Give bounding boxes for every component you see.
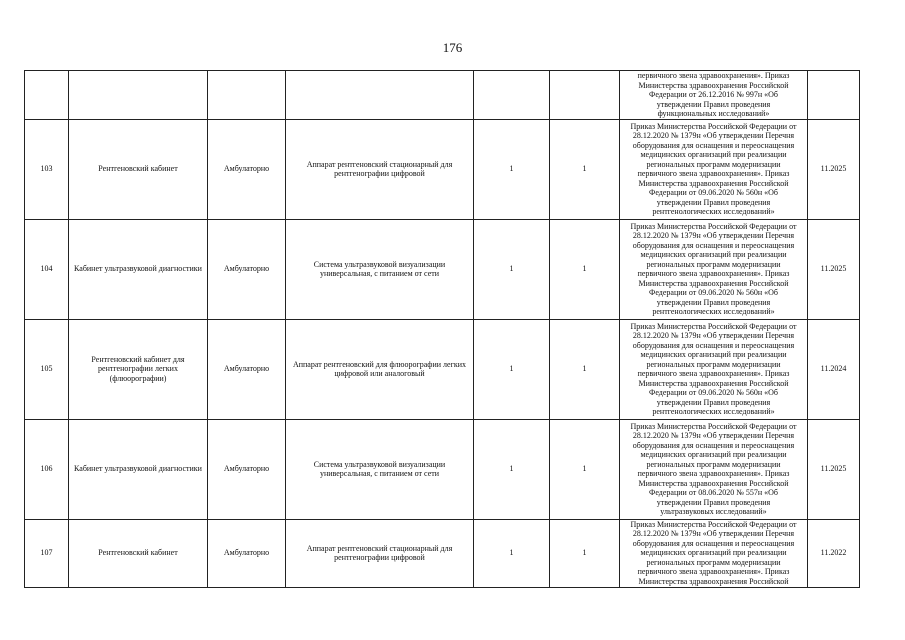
basis-line: Федерации от 09.06.2020 № 560н «Об [649,288,778,297]
basis-line: первичного звена здравоохранения». Приказ [637,71,790,80]
basis-line: рентгенологических исследований» [652,407,775,416]
cell-equipment [286,71,474,120]
basis-line: первичного звена здравоохранения». Приказ [637,169,790,178]
basis-line: оборудования для оснащения и переоснащения [632,340,795,350]
cell-condition: Амбулаторно [208,519,286,587]
cell-no: 105 [25,319,69,419]
table-row [25,419,860,519]
table-row [25,319,860,419]
basis-line: Министерства здравоохранения Российской [638,80,789,90]
basis-line: Приказ Министерства Российской Федерации от [630,221,797,231]
cell-date: 11.2025 [808,219,860,319]
cell-date: 11.2025 [808,119,860,219]
cell-no [25,71,69,120]
basis-line: первичного звена здравоохранения». Приказ [637,567,790,576]
cell-qty-b: 1 [550,319,620,419]
basis-line: 28.12.2020 № 1379н «Об утверждении Перечня [632,529,795,538]
page-number: 176 [442,40,463,55]
cell-unit: Кабинет ультразвуковой диагностики [69,219,208,319]
cell-date: 11.2025 [808,419,860,519]
table-row-continuation [25,71,860,120]
cell-unit: Рентгеновский кабинет [69,119,208,219]
cell-date: 11.2024 [808,319,860,419]
cell-no: 106 [25,419,69,519]
basis-line: первичного звена здравоохранения». Приказ [637,269,790,278]
cell-basis [620,519,808,587]
cell-qty-b: 1 [550,519,620,587]
basis-line: региональных программ модернизации [646,557,781,567]
cell-basis [620,419,808,519]
basis-line: утверждении Правил проведения [656,497,771,507]
basis-line: первичного звена здравоохранения». Приказ [637,469,790,478]
cell-unit: Рентгеновский кабинет [69,519,208,587]
basis-line: функциональных исследований» [657,109,770,118]
cell-qty-a: 1 [474,119,550,219]
basis-line: медицинских организаций при реализации [640,548,787,557]
basis-line: оборудования для оснащения и переоснащения [632,240,795,250]
basis-line: оборудования для оснащения и переоснащения [632,440,795,450]
cell-date [808,71,860,120]
basis-line: Приказ Министерства Российской Федерации от [630,321,797,331]
cell-basis [620,319,808,419]
cell-condition: Амбулаторно [208,419,286,519]
basis-line: региональных программ модернизации [646,159,781,169]
basis-line: утверждении Правил проведения [656,297,771,307]
cell-basis [620,119,808,219]
cell-unit: Кабинет ультразвуковой диагностики [69,419,208,519]
cell-unit: Рентгеновский кабинет для рентгенографии легких (флюорографии) [69,319,208,419]
cell-condition: Амбулаторно [208,119,286,219]
basis-line: медицинских организаций при реализации [640,150,787,159]
basis-line: Министерства здравоохранения Российской [638,378,789,388]
cell-equipment: Аппарат рентгеновский стационарный для рентгенографии цифровой [286,519,474,587]
basis-line: Приказ Министерства Российской Федерации от [630,121,797,131]
basis-line: региональных программ модернизации [646,459,781,469]
basis-line: оборудования для оснащения и переоснащения [632,140,795,150]
basis-line: Федерации от 26.12.2016 № 997н «Об [649,90,778,99]
cell-equipment: Система ультразвуковой визуализации универсальная, с питанием от сети [286,419,474,519]
basis-line: рентгенологических исследований» [652,207,775,216]
table-row [25,519,860,587]
basis-line: утверждении Правил проведения [656,197,771,207]
basis-line: утверждении Правил проведения [656,99,771,109]
basis-line: Министерства здравоохранения Российской [638,278,789,288]
basis-line: Министерства здравоохранения Российской [638,576,789,586]
cell-basis [620,71,808,120]
cell-qty-a: 1 [474,519,550,587]
basis-line: ультразвуковых исследований» [660,507,767,516]
table-row [25,219,860,319]
basis-line: Федерации от 09.06.2020 № 560н «Об [649,388,778,397]
basis-line: первичного звена здравоохранения». Приказ [637,369,790,378]
basis-line: медицинских организаций при реализации [640,450,787,459]
basis-line: Федерации от 08.06.2020 № 557н «Об [649,488,778,497]
basis-line: рентгенологических исследований» [652,307,775,316]
cell-qty-a: 1 [474,419,550,519]
cell-no: 104 [25,219,69,319]
basis-line: 28.12.2020 № 1379н «Об утверждении Перечня [632,131,795,140]
cell-condition [208,71,286,120]
table-row [25,119,860,219]
basis-line: оборудования для оснащения и переоснащения [632,538,795,548]
basis-line: региональных программ модернизации [646,259,781,269]
cell-equipment: Система ультразвуковой визуализации универсальная, с питанием от сети [286,219,474,319]
cell-equipment: Аппарат рентгеновский стационарный для рентгенографии цифровой [286,119,474,219]
basis-line: Приказ Министерства Российской Федерации от [630,421,797,431]
cell-basis [620,219,808,319]
cell-qty-a: 1 [474,319,550,419]
cell-qty-b: 1 [550,419,620,519]
cell-date: 11.2022 [808,519,860,587]
basis-line: региональных программ модернизации [646,359,781,369]
basis-line: медицинских организаций при реализации [640,250,787,259]
basis-line: утверждении Правил проведения [656,397,771,407]
cell-qty-a [474,71,550,120]
basis-line: 28.12.2020 № 1379н «Об утверждении Перечня [632,231,795,240]
basis-line: Приказ Министерства Российской Федерации от [630,519,797,529]
basis-line: 28.12.2020 № 1379н «Об утверждении Перечня [632,431,795,440]
cell-no: 107 [25,519,69,587]
cell-qty-b: 1 [550,219,620,319]
basis-line: 28.12.2020 № 1379н «Об утверждении Перечня [632,331,795,340]
basis-line: Министерства здравоохранения Российской [638,178,789,188]
cell-equipment: Аппарат рентгеновский для флюорографии легких цифровой или аналоговый [286,319,474,419]
cell-qty-b [550,71,620,120]
cell-qty-b: 1 [550,119,620,219]
basis-line: Федерации от 09.06.2020 № 560н «Об [649,188,778,197]
cell-unit [69,71,208,120]
cell-qty-a: 1 [474,219,550,319]
basis-line: медицинских организаций при реализации [640,350,787,359]
cell-condition: Амбулаторно [208,219,286,319]
cell-no: 103 [25,119,69,219]
cell-condition: Амбулаторно [208,319,286,419]
basis-line: Министерства здравоохранения Российской [638,478,789,488]
equipment-table [24,70,860,588]
